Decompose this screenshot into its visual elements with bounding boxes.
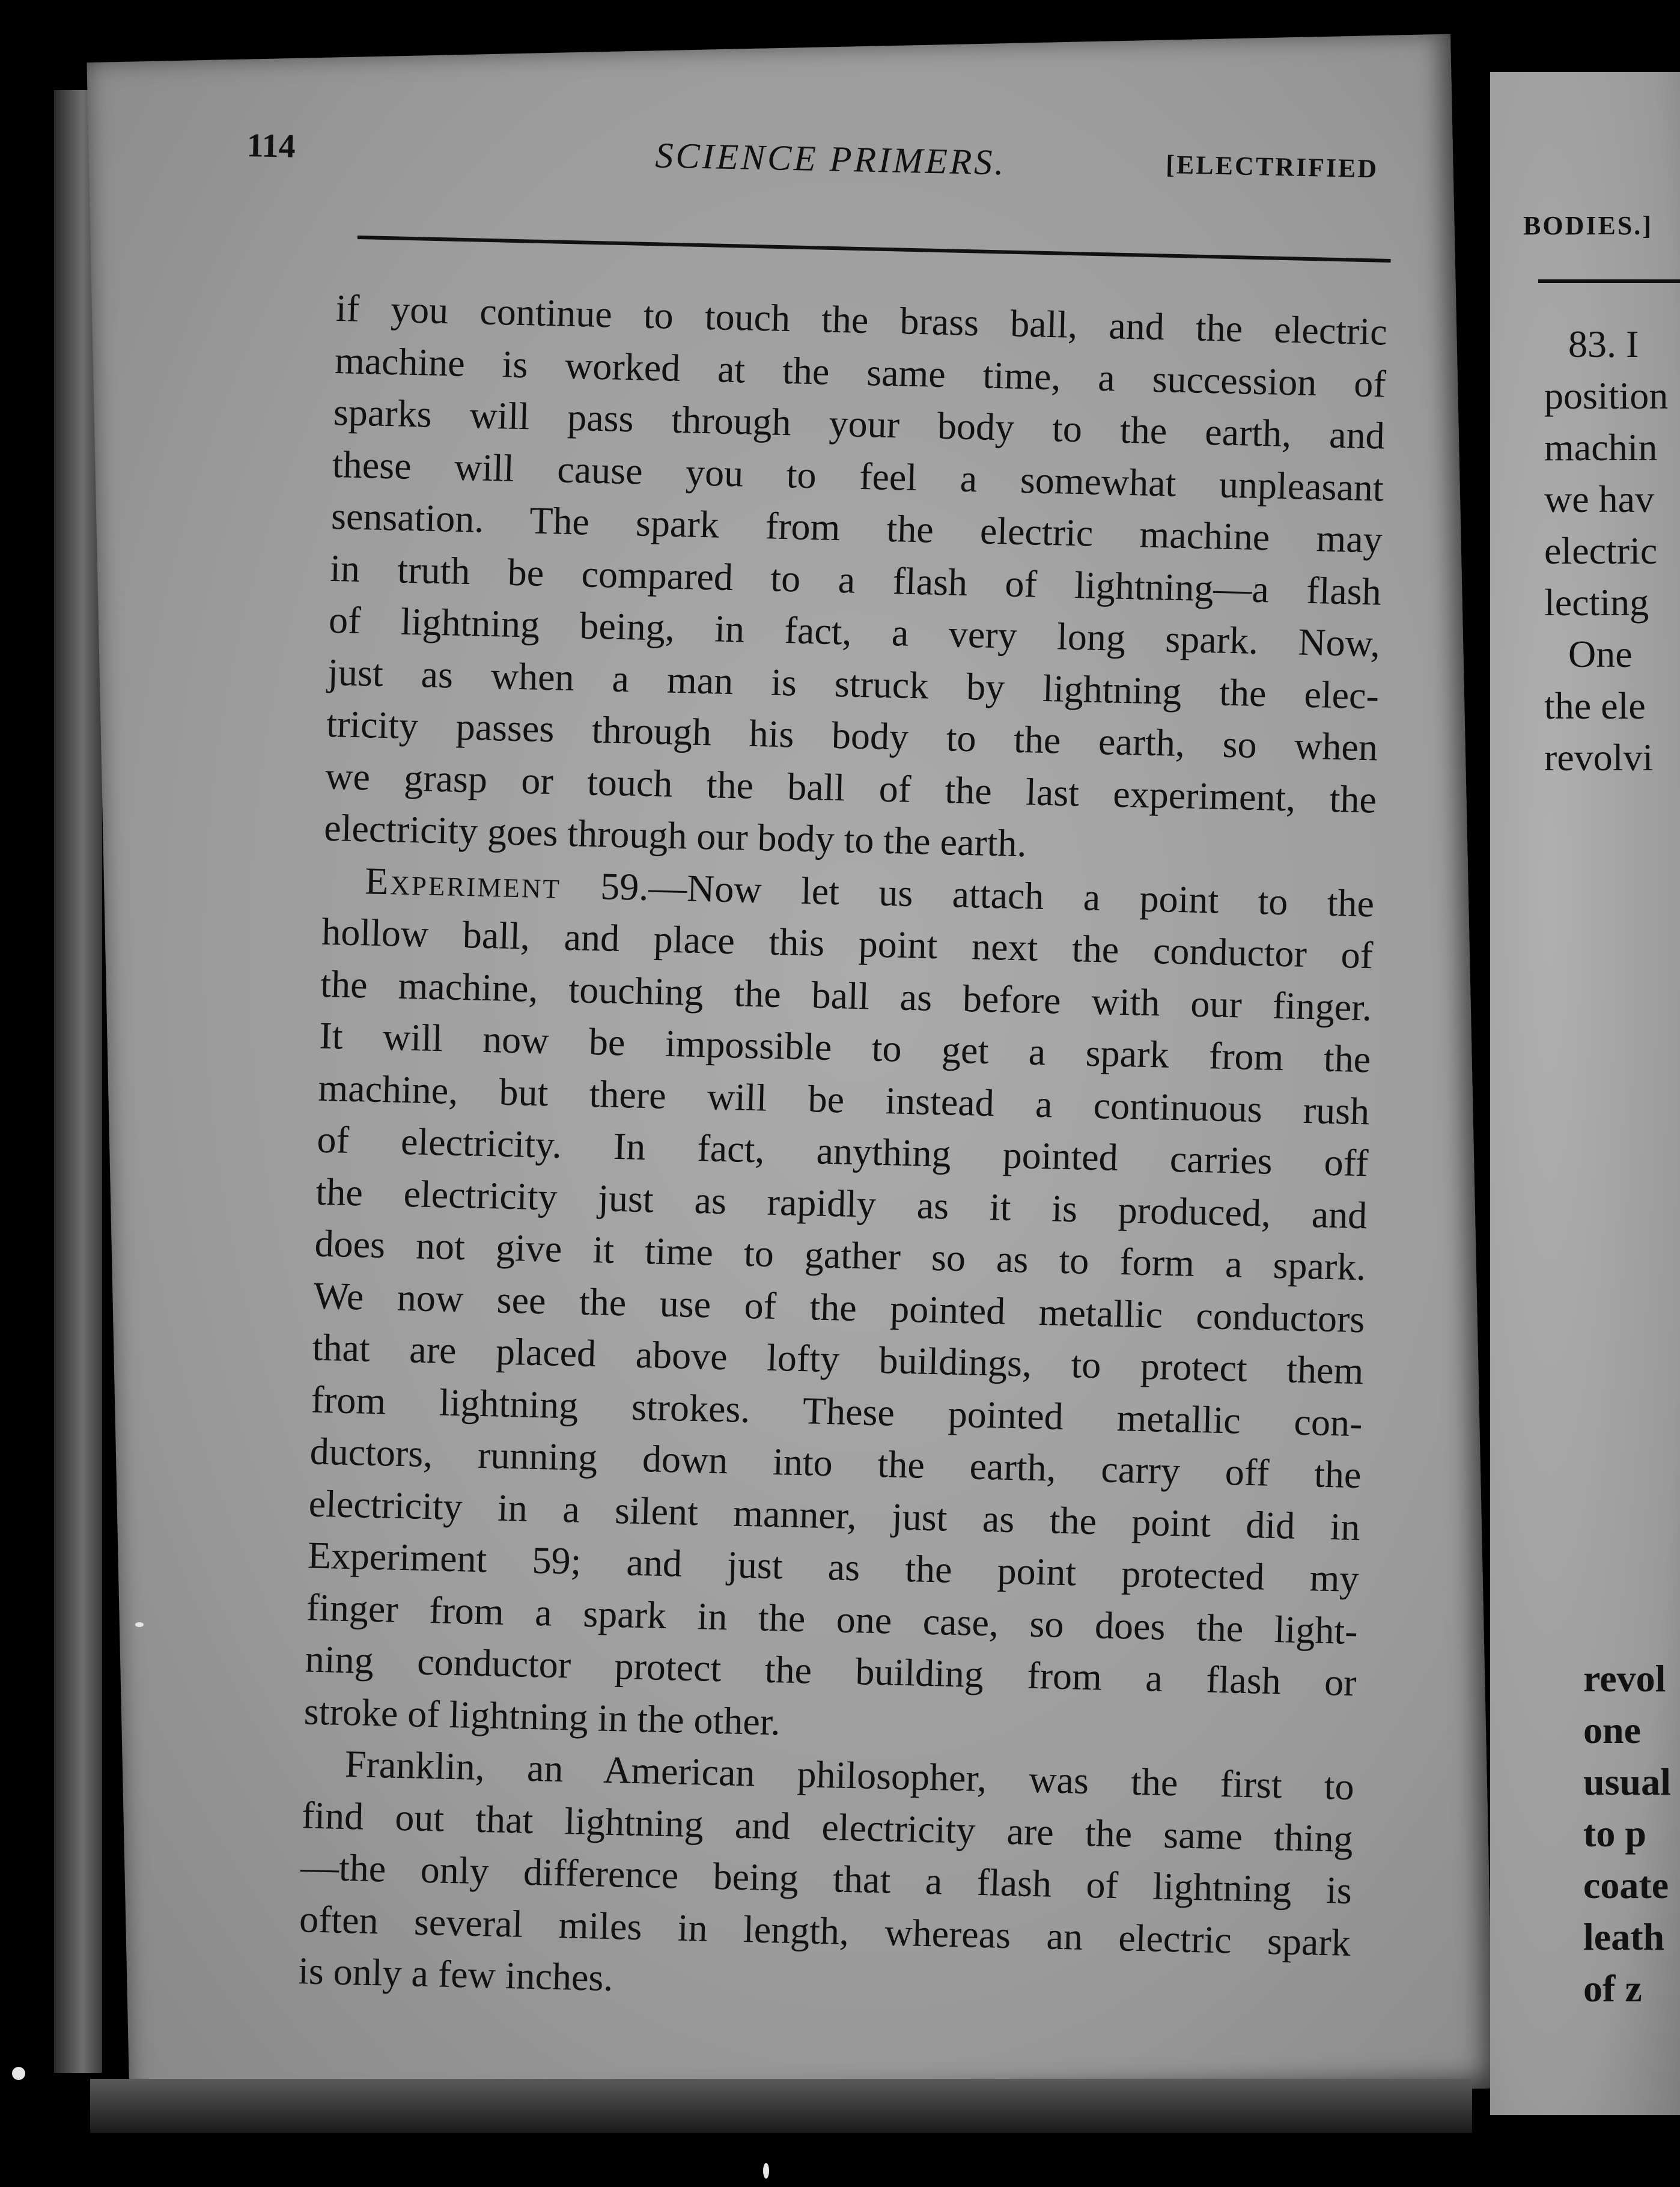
right-text-line: electric	[1544, 529, 1658, 572]
experiment-label: Experiment	[364, 859, 562, 907]
page-number: 114	[246, 127, 296, 165]
text-line: that are placed above lofty buildings, to protect them	[311, 1325, 1365, 1393]
text-line: tricity passes through his body to the earth, so when	[326, 702, 1378, 769]
right-text-line: One	[1568, 633, 1633, 675]
text-line: just as when a man is struck by lightning the elec-	[327, 650, 1380, 717]
text-line: ductors, running down into the earth, carry off the	[309, 1429, 1362, 1497]
text-line: the electricity just as rapidly as it is produced, and	[315, 1170, 1368, 1236]
right-header-rule	[1538, 279, 1680, 283]
text-line: does not give it time to gather so as to form a spark.	[314, 1221, 1367, 1289]
right-text-line: lecting	[1544, 581, 1649, 624]
text-line: machine is worked at the same time, a succession of	[334, 338, 1387, 406]
right-text-line: one	[1583, 1709, 1641, 1751]
right-page-top-text	[1544, 318, 1668, 783]
text-line: if you continue to touch the brass ball, and the electric	[335, 286, 1388, 353]
text-line: finger from a spark in the one case, so does the light-	[306, 1585, 1359, 1652]
text-line: machine, but there will be instead a continuous rush	[317, 1066, 1370, 1133]
right-text-line: we hav	[1544, 478, 1655, 520]
text-line: ning conductor protect the building from a flash or	[305, 1637, 1357, 1705]
text-line: is only a few inches.	[297, 1949, 614, 2000]
right-text-line: the ele	[1544, 684, 1646, 727]
right-text-line: position	[1544, 374, 1669, 417]
page-bottom-shadow	[90, 2079, 1472, 2133]
text-line: in truth be compared to a flash of lightning—a flash	[329, 546, 1382, 613]
right-text-line: machin	[1544, 426, 1658, 469]
text-line: It will now be impossible to get a spark from the	[318, 1014, 1371, 1081]
text-line: we grasp or touch the ball of the last experiment, the	[324, 754, 1377, 821]
text-line: find out that lightning and electricity are the same thing	[301, 1793, 1354, 1860]
right-page-bottom-text	[1583, 1652, 1671, 2014]
body-text	[297, 282, 1387, 2021]
text-line-rest: 59.—Now let us attach a point to the	[561, 863, 1375, 925]
text-line: these will cause you to feel a somewhat unpleasant	[332, 442, 1384, 509]
text-line: sparks will pass through your body to the earth, and	[333, 390, 1386, 457]
scan-speck	[12, 2067, 25, 2080]
text-line: —the only difference being that a flash of lightning is	[300, 1845, 1353, 1912]
right-section-label: BODIES.]	[1523, 211, 1653, 240]
running-title: SCIENCE PRIMERS.	[654, 135, 1006, 183]
right-text-line: to p	[1583, 1812, 1646, 1855]
text-line: hollow ball, and place this point next the conductor of	[321, 910, 1374, 977]
scan-speck	[763, 2163, 769, 2179]
text-line: from lightning strokes. These pointed metallic con-	[311, 1378, 1363, 1444]
text-line: We now see the use of the pointed metallic conductors	[312, 1274, 1366, 1340]
text-line: stroke of lightning in the other.	[303, 1689, 781, 1743]
section-label: [ELECTRIFIED	[1165, 150, 1379, 184]
text-line: sensation. The spark from the electric machine may	[330, 494, 1383, 561]
text-line: the machine, touching the ball as before with our finger.	[320, 962, 1372, 1029]
right-text-line: coate	[1583, 1864, 1669, 1906]
text-line: often several miles in length, whereas an electric spark	[299, 1897, 1351, 1964]
right-text-line: leath	[1583, 1915, 1665, 1958]
text-line: Experiment 59; and just as the point protected my	[307, 1533, 1360, 1601]
text-line: of lightning being, in fact, a very long spark. Now,	[328, 598, 1381, 665]
scan-speck	[135, 1622, 144, 1627]
right-text-line: 83. I	[1568, 323, 1639, 365]
text-line: electricity goes through our body to the earth.	[323, 806, 1027, 865]
right-page	[1490, 72, 1680, 2115]
right-text-line: of z	[1583, 1967, 1642, 2010]
right-text-line: revolvi	[1544, 736, 1654, 779]
text-line: of electricity. In fact, anything pointed carries off	[316, 1118, 1369, 1185]
right-text-line: usual	[1583, 1760, 1671, 1803]
right-text-line: revol	[1583, 1657, 1666, 1700]
text-line: Franklin, an American philosopher, was the first to	[344, 1742, 1355, 1808]
text-line: electricity in a silent manner, just as the point did in	[308, 1481, 1361, 1548]
